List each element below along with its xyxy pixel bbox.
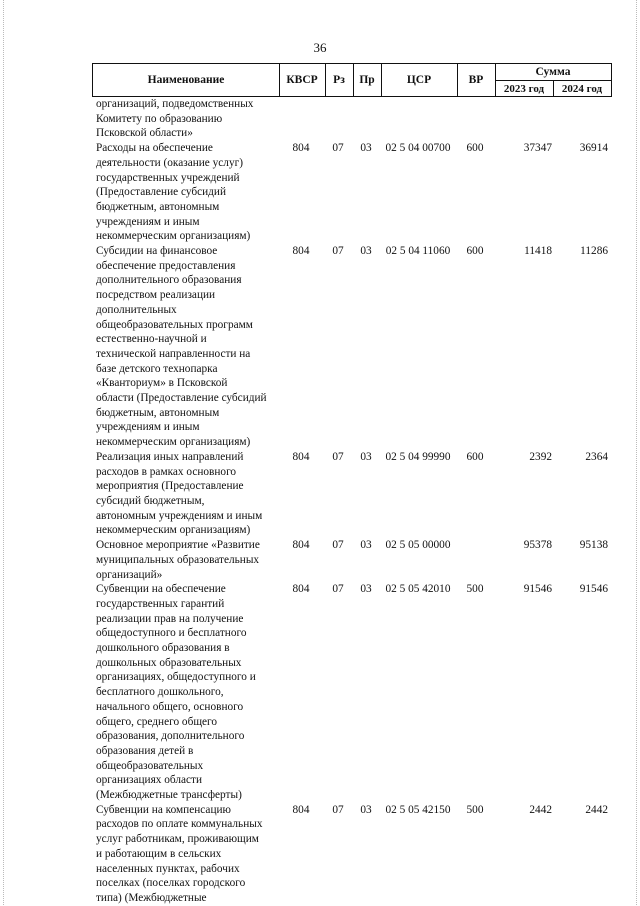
- row-name-line: технической направленности на: [96, 347, 251, 360]
- cell-kvsr: 804: [292, 803, 310, 816]
- cell-rz: 07: [332, 450, 344, 463]
- header-name: Наименование: [147, 74, 225, 86]
- row-name-line: субсидий бюджетным,: [96, 494, 205, 507]
- row-name-line: бюджетным, автономным: [96, 200, 220, 213]
- scan-edge-right: [636, 0, 637, 905]
- cell-pr: 03: [360, 583, 372, 596]
- row-name-line: Субвенции на компенсацию: [96, 803, 231, 816]
- row-name-line: организациях области: [96, 774, 203, 787]
- row-name-line: реализации прав на получение: [96, 612, 244, 625]
- row-name-line: дополнительных: [96, 303, 177, 316]
- row-name-line: обеспечение предоставления: [96, 259, 236, 272]
- row-name-line: организациях, общедоступного и: [96, 671, 256, 684]
- row-name-line: поселках (поселках городского: [96, 877, 246, 890]
- cell-rz: 07: [332, 583, 344, 596]
- row-name-line: муниципальных образовательных: [96, 553, 260, 566]
- cell-csr: 02 5 04 00700: [385, 142, 451, 155]
- cell-csr: 02 5 04 11060: [385, 245, 451, 258]
- row-name-line: (Межбюджетные трансферты): [96, 789, 242, 802]
- cell-sum-2024: 91546: [579, 583, 608, 596]
- cell-vr: 500: [466, 803, 484, 816]
- row-name-line: бюджетным, автономным: [96, 406, 220, 419]
- row-name-line: образования, дополнительного: [96, 730, 245, 743]
- row-name-line: Субвенции на обеспечение: [96, 583, 226, 596]
- cell-sum-2023: 11418: [524, 245, 552, 258]
- cell-kvsr: 804: [292, 539, 310, 552]
- row-name-line: (Предоставление субсидий: [96, 186, 226, 199]
- row-name-line: учреждениям и иным: [96, 215, 200, 228]
- row-name-line: образования детей в: [96, 744, 194, 757]
- row-name-line: естественно-научной и: [96, 333, 207, 346]
- table-row: [92, 803, 612, 906]
- header-kvsr: КВСР: [286, 74, 318, 86]
- scan-edge-left: [3, 0, 4, 905]
- row-name-line: Основное мероприятие «Развитие: [96, 539, 260, 552]
- cell-pr: 03: [360, 450, 372, 463]
- table-header: [92, 63, 612, 97]
- row-name-line: типа) (Межбюджетные: [96, 891, 207, 904]
- row-name-line: общеобразовательных программ: [96, 318, 253, 331]
- row-name-line: организаций»: [96, 568, 163, 581]
- row-name-line: начального общего, основного: [96, 700, 244, 713]
- header-pr: Пр: [359, 74, 375, 86]
- cell-sum-2023: 2442: [529, 803, 552, 816]
- row-name-line: области (Предоставление субсидий: [96, 392, 267, 405]
- row-name-line: государственных гарантий: [96, 597, 225, 610]
- cell-sum-2023: 91546: [523, 583, 552, 596]
- cell-sum-2023: 2392: [529, 450, 552, 463]
- table-row: [92, 582, 612, 803]
- row-name-line: деятельности (оказание услуг): [96, 156, 243, 169]
- cell-csr: 02 5 04 99990: [385, 450, 451, 463]
- row-name-line: дошкольного образования в: [96, 642, 230, 655]
- header-2024: 2024 год: [561, 82, 603, 95]
- table-row: [92, 244, 612, 450]
- cell-kvsr: 804: [292, 583, 310, 596]
- cell-sum-2024: 11286: [580, 245, 608, 258]
- row-name-line: Псковской области»: [96, 127, 193, 140]
- row-name-line: дошкольных образовательных: [96, 656, 242, 669]
- row-name-line: базе детского технопарка: [96, 362, 218, 375]
- row-name-line: некоммерческим организациям): [96, 524, 251, 537]
- cell-pr: 03: [360, 245, 372, 258]
- cell-rz: 07: [332, 142, 344, 155]
- row-name: [92, 803, 276, 906]
- row-name-line: государственных учреждений: [96, 171, 240, 184]
- row-name-line: услуг работникам, проживающим: [96, 833, 259, 846]
- table-row: [92, 141, 612, 244]
- row-name-line: «Кванториум» в Псковской: [96, 377, 228, 390]
- row-name-line: бесплатного дошкольного,: [96, 686, 224, 699]
- row-name: [92, 141, 276, 244]
- table-row: [92, 538, 612, 582]
- row-name-line: населенных пунктах, рабочих: [96, 862, 240, 875]
- budget-table: [92, 63, 612, 906]
- header-vr: ВР: [468, 74, 484, 86]
- cell-sum-2024: 2364: [585, 450, 608, 463]
- row-name-line: автономным учреждениям и иным: [96, 509, 263, 522]
- cell-vr: 500: [466, 583, 484, 596]
- cell-pr: 03: [360, 142, 372, 155]
- cell-sum-2024: 2442: [585, 803, 608, 816]
- row-name-line: учреждениям и иным: [96, 421, 200, 434]
- row-name: [92, 582, 276, 803]
- cell-csr: 02 5 05 42150: [385, 803, 451, 816]
- row-name-line: Комитету по образованию: [96, 112, 223, 125]
- cell-vr: 600: [466, 245, 484, 258]
- row-name-line: общеобразовательных: [96, 759, 204, 772]
- row-name-line: мероприятия (Предоставление: [96, 480, 244, 493]
- row-name-line: некоммерческим организациям): [96, 436, 251, 449]
- row-name: [92, 244, 276, 450]
- header-2023: 2023 год: [503, 82, 545, 95]
- row-name-line: организаций, подведомственных: [96, 98, 254, 110]
- cell-kvsr: 804: [292, 245, 310, 258]
- cell-sum-2024: 95138: [579, 539, 608, 552]
- table-row: [92, 97, 612, 141]
- cell-vr: 600: [466, 450, 484, 463]
- cell-rz: 07: [332, 803, 344, 816]
- cell-sum-2023: 37347: [523, 142, 552, 155]
- cell-vr: 600: [466, 142, 484, 155]
- row-name-line: некоммерческим организациям): [96, 230, 251, 243]
- cell-rz: 07: [332, 539, 344, 552]
- row-name-line: и работающим в сельских: [96, 847, 222, 860]
- row-name-line: дополнительного образования: [96, 274, 242, 287]
- header-rz: Рз: [333, 74, 345, 86]
- cell-sum-2023: 95378: [523, 539, 552, 552]
- table-body: [92, 97, 612, 906]
- row-name-line: расходов по оплате коммунальных: [96, 818, 263, 831]
- cell-pr: 03: [360, 803, 372, 816]
- row-name: [92, 97, 276, 141]
- header-csr: ЦСР: [406, 74, 432, 86]
- row-name-line: Субсидии на финансовое: [96, 245, 218, 258]
- cell-rz: 07: [332, 245, 344, 258]
- row-name-line: Расходы на обеспечение: [96, 142, 213, 155]
- row-name-line: расходов в рамках основного: [96, 465, 237, 478]
- row-name: [92, 450, 276, 538]
- cell-csr: 02 5 05 42010: [385, 583, 451, 596]
- page-number: 36: [313, 40, 327, 55]
- row-name-line: посредством реализации: [96, 289, 216, 302]
- row-name-line: Реализация иных направлений: [96, 450, 244, 463]
- header-sum: Сумма: [535, 66, 571, 78]
- cell-csr: 02 5 05 00000: [385, 539, 451, 552]
- cell-kvsr: 804: [292, 450, 310, 463]
- row-name-line: общего, среднего общего: [96, 715, 218, 728]
- row-name: [92, 538, 276, 582]
- row-name-line: общедоступного и бесплатного: [96, 627, 247, 640]
- cell-sum-2024: 36914: [579, 142, 608, 155]
- cell-pr: 03: [360, 539, 372, 552]
- cell-kvsr: 804: [292, 142, 310, 155]
- table-row: [92, 450, 612, 538]
